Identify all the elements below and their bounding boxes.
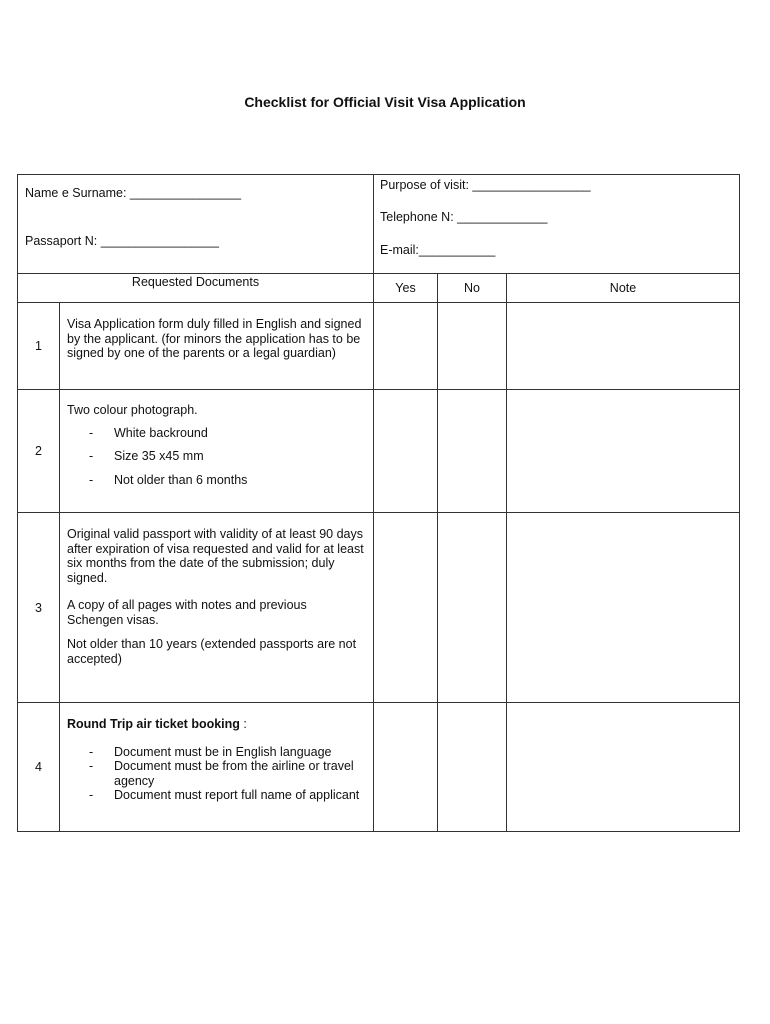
page-title: Checklist for Official Visit Visa Application: [244, 94, 526, 110]
note-cell[interactable]: [507, 703, 740, 832]
yes-checkbox-cell[interactable]: [374, 513, 438, 703]
item-description: Round Trip air ticket booking : - Document must be in English language - Document must be from the airline or travel agency - Document must report full name of applicant: [60, 703, 374, 832]
no-checkbox-cell[interactable]: [438, 303, 507, 390]
applicant-info-left: [18, 175, 374, 274]
col-no: No: [438, 274, 507, 303]
document-row-4: [18, 703, 740, 832]
note-cell[interactable]: [507, 303, 740, 390]
col-requested-documents: Requested Documents: [18, 274, 374, 303]
no-checkbox-cell[interactable]: [438, 513, 507, 703]
item-paragraph: A copy of all pages with notes and previous Schengen visas.: [67, 598, 307, 627]
col-note: Note: [507, 274, 740, 303]
bullet-list: [67, 745, 365, 803]
item-number: 4: [18, 703, 60, 832]
applicant-info-right: [374, 175, 740, 274]
item-paragraph: Original valid passport with validity of at least 90 days after expiration of visa requested and valid for at least six months from the date of the submission; duly signed.: [67, 527, 364, 585]
no-checkbox-cell[interactable]: [438, 703, 507, 832]
item-number: 1: [18, 303, 60, 390]
passport-number-field[interactable]: Passaport N: _________________: [25, 234, 219, 248]
item-text: Two colour photograph.: [67, 403, 198, 417]
item-text: Visa Application form duly filled in English and signed by the applicant. (for minors the application has to be signed by one of the parents or a legal guardian): [67, 317, 362, 360]
purpose-of-visit-field[interactable]: Purpose of visit: _________________: [380, 178, 591, 192]
list-item: - White backround: [89, 425, 208, 440]
list-item: - Document must be in English language: [89, 744, 332, 759]
name-surname-field[interactable]: Name e Surname: ________________: [25, 186, 242, 200]
list-item: - Document must be from the airline or travel agency: [89, 759, 354, 788]
telephone-field[interactable]: Telephone N: _____________: [380, 210, 548, 224]
item-description: [60, 390, 374, 513]
item-number: 2: [18, 390, 60, 513]
column-header-row: [18, 274, 740, 303]
list-item: - Size 35 x45 mm: [89, 449, 204, 463]
item-description: [60, 513, 374, 703]
item-heading: Round Trip air ticket booking: [67, 717, 240, 731]
yes-checkbox-cell[interactable]: [374, 303, 438, 390]
document-row-2: [18, 390, 740, 513]
document-row-1: [18, 303, 740, 390]
yes-checkbox-cell[interactable]: [374, 703, 438, 832]
item-number: 3: [18, 513, 60, 703]
note-cell[interactable]: [507, 390, 740, 513]
document-row-3: [18, 513, 740, 703]
email-field[interactable]: E-mail:___________: [380, 243, 496, 257]
col-yes: Yes: [374, 274, 438, 303]
list-item: - Not older than 6 months: [89, 472, 248, 487]
item-description: [60, 303, 374, 390]
bullet-list: [67, 426, 365, 488]
list-item: - Document must report full name of applicant: [89, 788, 360, 802]
yes-checkbox-cell[interactable]: [374, 390, 438, 513]
no-checkbox-cell[interactable]: [438, 390, 507, 513]
applicant-info-row: [18, 175, 740, 274]
checklist-table: [17, 174, 740, 832]
item-paragraph: Not older than 10 years (extended passports are not accepted): [67, 637, 357, 666]
note-cell[interactable]: [507, 513, 740, 703]
